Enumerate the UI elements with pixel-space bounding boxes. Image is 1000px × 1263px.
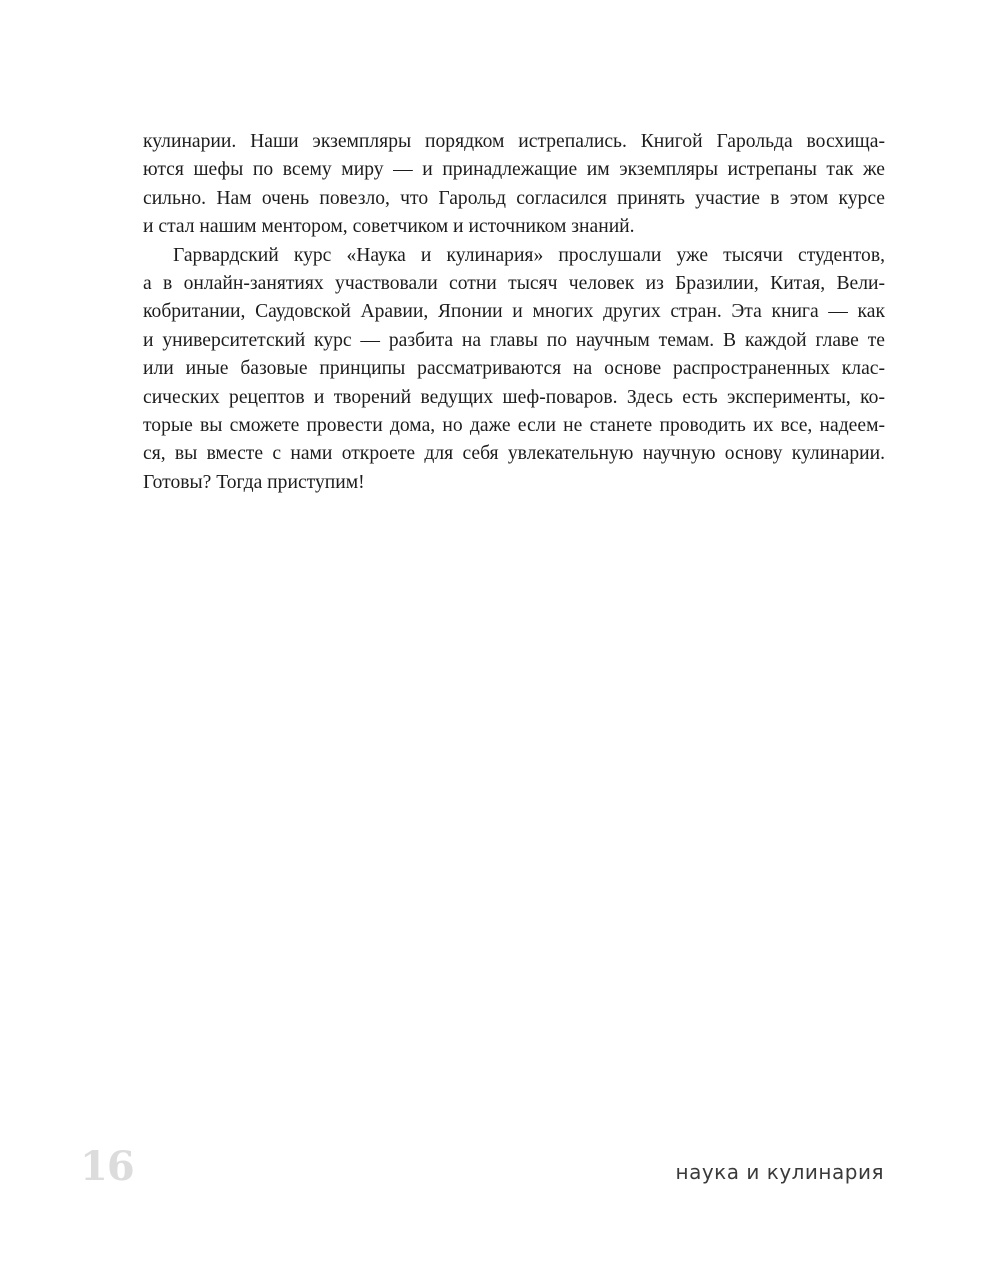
text-line: или иные базовые принципы рассматриваются на основе распространенных клас- xyxy=(143,358,885,380)
text-line: и стал нашим ментором, советчиком и источником знаний. xyxy=(143,216,635,238)
text-line: Готовы? Тогда приступим! xyxy=(143,471,365,493)
page-number: 16 xyxy=(80,1143,134,1190)
running-footer-title: наука и кулинария xyxy=(675,1160,884,1184)
text-line: торые вы сможете провести дома, но даже если не станете проводить их все, надеем- xyxy=(143,414,885,436)
text-line: сильно. Нам очень повезло, что Гарольд согласился принять участие в этом курсе xyxy=(143,187,885,209)
text-line: и университетский курс — разбита на главы по научным темам. В каждой главе те xyxy=(143,329,885,351)
text-line: а в онлайн-занятиях участвовали сотни тысяч человек из Бразилии, Китая, Вели- xyxy=(143,272,885,294)
text-line: сических рецептов и творений ведущих шеф-поваров. Здесь есть эксперименты, ко- xyxy=(143,386,885,408)
text-line: ются шефы по всему миру — и принадлежащие им экземпляры истрепаны так же xyxy=(143,159,885,181)
text-line: кобритании, Саудовской Аравии, Японии и многих других стран. Эта книга — как xyxy=(143,301,885,323)
text-line: кулинарии. Наши экземпляры порядком истрепались. Книгой Гарольда восхища- xyxy=(143,131,885,152)
body-text xyxy=(143,128,885,497)
text-line: Гарвардский курс «Наука и кулинария» прослушали уже тысячи студентов, xyxy=(173,244,885,266)
text-line: ся, вы вместе с нами откроете для себя увлекательную научную основу кулинарии. xyxy=(143,443,885,465)
